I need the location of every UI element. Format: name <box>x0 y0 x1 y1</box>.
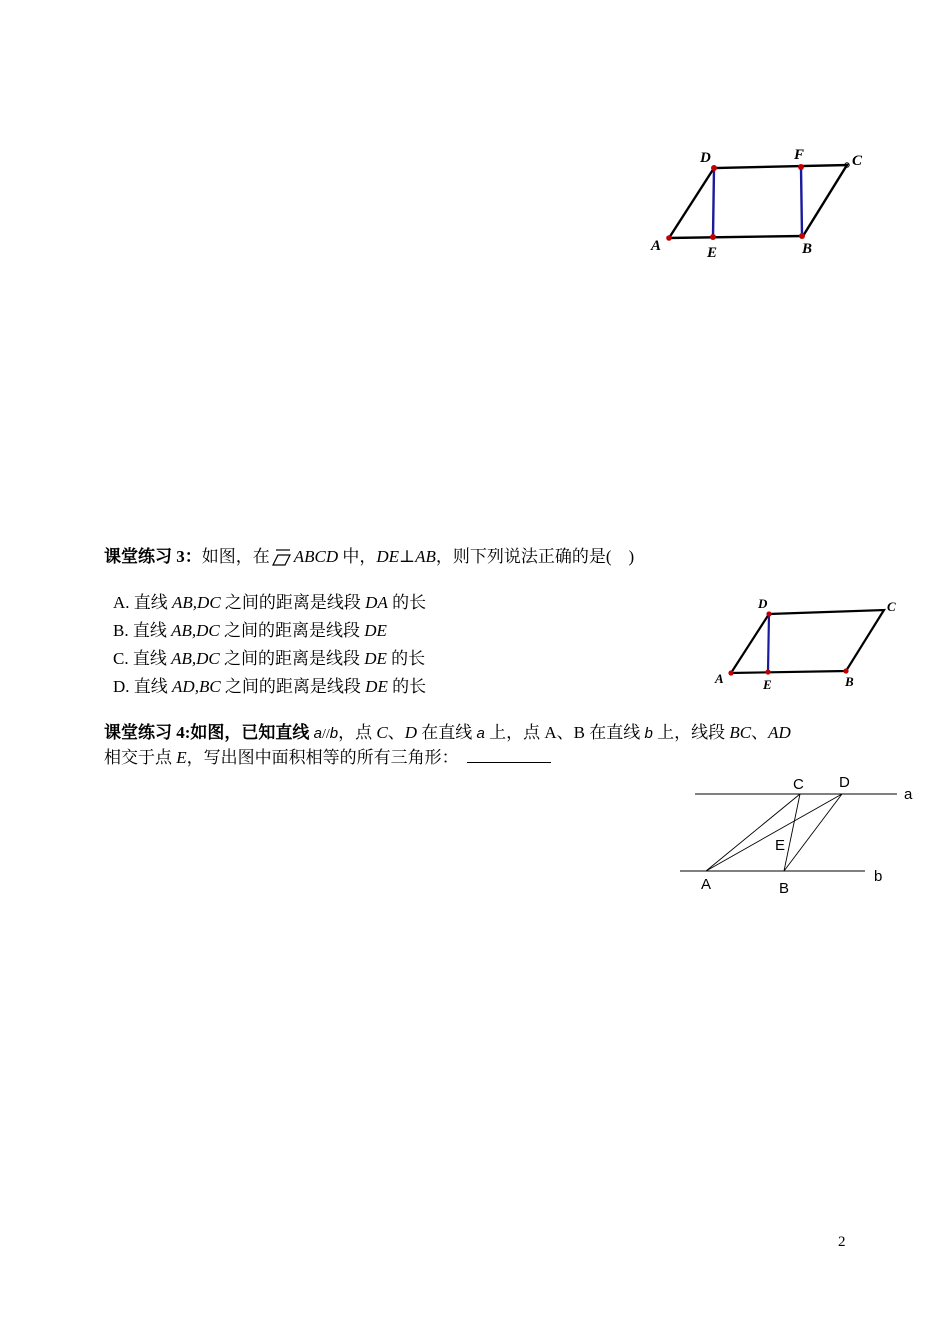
label-c: C <box>887 599 896 614</box>
parallelogram-outline <box>669 165 847 238</box>
option-letter: D. <box>113 677 134 696</box>
figure-parallelogram-1 <box>640 140 880 270</box>
label-line-b: b <box>874 868 883 885</box>
option-letter: C. <box>113 649 133 668</box>
exercise4-question-line2 <box>104 747 551 769</box>
exercise3-option-b <box>113 620 387 642</box>
label-d: D <box>839 774 850 791</box>
point-b <box>799 233 805 239</box>
option-segment: DE <box>365 677 388 696</box>
option-post: 的长 <box>387 677 427 696</box>
point-d-text: D <box>404 723 418 742</box>
line-a: a <box>313 725 323 742</box>
exercise4-title: 课堂练习 4 <box>104 723 185 742</box>
point-e <box>765 669 770 674</box>
label-f: F <box>794 147 805 163</box>
parallelogram-symbol-icon <box>271 545 293 567</box>
option-letter: A. <box>113 593 134 612</box>
exercise3-option-a <box>113 592 426 614</box>
segment-de <box>713 168 714 237</box>
label-e: E <box>775 837 786 854</box>
exercise3-cond-b: AB <box>415 547 436 566</box>
option-mid: 之间的距离是线段 <box>219 621 365 640</box>
answer-blank[interactable] <box>467 748 551 763</box>
point-e <box>710 234 716 240</box>
option-lines: AB,DC <box>171 621 220 640</box>
parallelogram-outline <box>731 610 884 673</box>
point-d <box>711 165 717 171</box>
point-b <box>843 668 848 673</box>
text: ，点 <box>338 723 377 742</box>
text: 上，线段 <box>652 723 730 742</box>
figure-parallel-lines <box>675 770 925 900</box>
option-lines: AD,BC <box>172 677 221 696</box>
segment-bd <box>784 794 842 871</box>
label-e: E <box>707 245 718 261</box>
text: 、 <box>751 723 769 742</box>
label-b: B <box>845 674 854 689</box>
figure-parallelogram-2 <box>710 592 910 692</box>
option-lines: AB,DC <box>172 593 221 612</box>
label-c: C <box>852 153 863 169</box>
option-mid: 之间的距离是线段 <box>220 677 366 696</box>
option-letter: B. <box>113 621 133 640</box>
point-c-text: C <box>376 723 388 742</box>
exercise3-intro: 如图，在 <box>201 547 270 566</box>
page-number: 2 <box>838 1234 846 1250</box>
option-lines: AB,DC <box>171 649 220 668</box>
point-f <box>798 164 804 170</box>
segment-ac <box>706 794 800 871</box>
segment-bc-text: BC <box>729 723 752 742</box>
option-pre: 直线 <box>132 621 172 640</box>
point-e-text: E <box>176 748 187 767</box>
exercise4-title-tail: :如图，已知直线 <box>184 723 310 742</box>
text: 相交于点 <box>104 748 177 767</box>
point-a <box>728 670 733 675</box>
option-post: 的长 <box>386 649 426 668</box>
label-a: A <box>701 876 712 893</box>
option-pre: 直线 <box>132 649 172 668</box>
exercise4-question-line1 <box>104 722 791 746</box>
label-b: B <box>802 241 813 257</box>
option-pre: 直线 <box>133 677 173 696</box>
option-segment: DA <box>365 593 388 612</box>
text: 、 <box>387 723 405 742</box>
label-a: A <box>651 238 662 254</box>
text: 上，点 A、B 在直线 <box>484 723 645 742</box>
exercise3-colon: ： <box>184 547 202 566</box>
line-a: a <box>476 725 485 742</box>
exercise3-name: ABCD <box>293 547 339 566</box>
label-d: D <box>758 596 768 611</box>
label-b: B <box>779 880 790 897</box>
segment-fb <box>801 167 802 236</box>
exercise3-mid: 中， <box>338 547 377 566</box>
text: 在直线 <box>417 723 477 742</box>
label-a: A <box>715 671 724 686</box>
segment-ad-text: AD <box>768 723 791 742</box>
segment-ad <box>706 794 842 871</box>
exercise3-option-c <box>113 648 425 670</box>
label-d: D <box>700 150 711 166</box>
option-segment: DE <box>364 649 387 668</box>
option-pre: 直线 <box>133 593 173 612</box>
line-b: b <box>644 725 653 742</box>
label-line-a: a <box>904 786 913 803</box>
point-d <box>766 611 771 616</box>
label-c: C <box>793 776 804 793</box>
exercise3-question <box>104 545 634 568</box>
option-mid: 之间的距离是线段 <box>220 593 366 612</box>
line-b: b <box>329 725 339 742</box>
parallel-symbol: // <box>322 727 330 742</box>
option-post: 的长 <box>387 593 427 612</box>
option-segment: DE <box>364 621 387 640</box>
option-mid: 之间的距离是线段 <box>219 649 365 668</box>
text: ，写出图中面积相等的所有三角形： <box>186 748 459 767</box>
exercise3-option-d <box>113 676 426 698</box>
exercise3-title: 课堂练习 3 <box>104 547 185 566</box>
segment-de <box>768 614 769 672</box>
point-a <box>666 235 672 241</box>
label-e: E <box>763 677 772 692</box>
exercise3-cond-a: DE <box>376 547 400 566</box>
exercise3-perp: ⊥ <box>399 547 416 566</box>
exercise3-tail: ，则下列说法正确的是( ) <box>435 547 635 566</box>
